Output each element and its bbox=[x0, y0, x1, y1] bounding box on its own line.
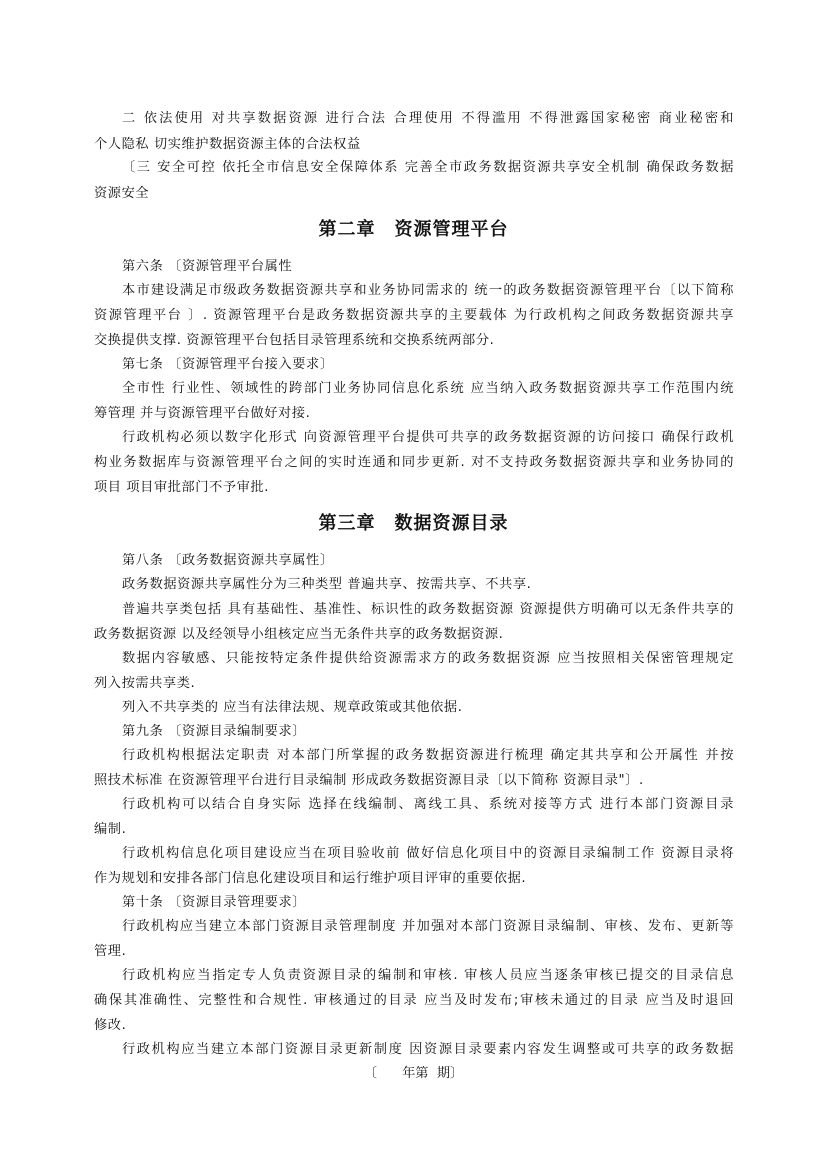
item-three-line-1: 〔三 安全可控 依托全市信息安全保障体系 完善全市政务数据资源共享安全机制 确保政务数据 bbox=[122, 160, 734, 175]
item-two-line-2: 个人隐私 切实维护数据资源主体的合法权益 bbox=[94, 137, 361, 152]
article-eight-p2-line-1: 普遍共享类包括 具有基础性、基准性、标识性的政务数据资源 资源提供方明确可以无条件共享的 bbox=[122, 602, 734, 617]
article-eight-p1-line-1: 政务数据资源共享属性分为三种类型 普遍共享、按需共享、不共享. bbox=[122, 577, 532, 592]
article-seven-p1-line-2: 筹管理 并与资源管理平台做好对接. bbox=[94, 406, 311, 421]
article-seven-p2-line-1: 行政机构必须以数字化形式 向资源管理平台提供可共享的政务数据资源的访问接口 确保行政机 bbox=[122, 430, 734, 445]
article-ten-p2-line-3: 修改. bbox=[94, 1018, 127, 1033]
article-nine-p3-line-1: 行政机构信息化项目建设应当在项目验收前 做好信息化项目中的资源目录编制工作 资源目录将 bbox=[122, 846, 734, 861]
article-nine-p3-line-2: 作为规划和安排各部门信息化建设项目和运行维护项目评审的重要依据. bbox=[94, 871, 527, 886]
chapter-two-title: 第二章 资源管理平台 bbox=[318, 219, 509, 240]
article-six-line-2: 资源管理平台 〕. 资源管理平台是政务数据资源共享的主要载体 为行政机构之间政务数据资源共享 bbox=[94, 308, 734, 323]
article-eight-p3-line-2: 列入按需共享类. bbox=[94, 676, 196, 691]
article-seven-p1-line-1: 全市性 行业性、领域性的跨部门业务协同信息化系统 应当纳入政务数据资源共享工作范围内统 bbox=[122, 381, 734, 396]
article-six-line-1: 本市建设满足市级政务数据资源共享和业务协同需求的 统一的政务数据资源管理平台〔以下简称 bbox=[122, 283, 734, 298]
article-nine-p1-line-2: 照技术标准 在资源管理平台进行目录编制 形成政务数据资源目录〔以下简称 资源目录"〕. bbox=[94, 773, 644, 788]
chapter-three-title: 第三章 数据资源目录 bbox=[318, 513, 509, 534]
article-seven-p2-line-3: 项目 项目审批部门不予审批. bbox=[94, 480, 270, 495]
article-ten-p3-line-1: 行政机构应当建立本部门资源目录更新制度 因资源目录要素内容发生调整或可共享的政务数据 bbox=[122, 1042, 734, 1057]
article-ten-p1-line-2: 管理. bbox=[94, 944, 127, 959]
item-three-line-2: 资源安全 bbox=[94, 186, 150, 201]
article-nine-p2-line-1: 行政机构可以结合自身实际 选择在线编制、离线工具、系统对接等方式 进行本部门资源目录 bbox=[122, 797, 734, 812]
article-ten-p1-line-1: 行政机构应当建立本部门资源目录管理制度 并加强对本部门资源目录编制、审核、发布、更新等 bbox=[122, 919, 734, 934]
article-nine-p2-line-2: 编制. bbox=[94, 822, 127, 837]
article-nine-p1-line-1: 行政机构根据法定职责 对本部门所掌握的政务数据资源进行梳理 确定其共享和公开属性 并按 bbox=[122, 748, 734, 763]
article-eight-heading: 第八条 〔政务数据资源共享属性〕 bbox=[122, 553, 334, 568]
article-eight-p2-line-2: 政务数据资源 以及经领导小组核定应当无条件共享的政务数据资源. bbox=[94, 627, 504, 642]
article-ten-p2-line-2: 确保其准确性、完整性和合规性. 审核通过的目录 应当及时发布;审核未通过的目录 应当及时退回 bbox=[94, 993, 734, 1008]
article-six-line-3: 交换提供支撑. 资源管理平台包括目录管理系统和交换系统两部分. bbox=[94, 333, 495, 348]
article-eight-p4-line-1: 列入不共享类的 应当有法律法规、规章政策或其他依据. bbox=[122, 700, 463, 715]
article-ten-p2-line-1: 行政机构应当指定专人负责资源目录的编制和审核. 审核人员应当逐条审核已提交的目录信息 bbox=[122, 968, 734, 983]
article-six-heading: 第六条 〔资源管理平台属性 bbox=[122, 259, 293, 274]
article-seven-heading: 第七条 〔资源管理平台接入要求〕 bbox=[122, 357, 334, 372]
page-footer-issue: 〔 年第 期〕 bbox=[363, 1066, 464, 1081]
article-ten-heading: 第十条 〔资源目录管理要求〕 bbox=[122, 895, 307, 910]
article-seven-p2-line-2: 构业务数据库与资源管理平台之间的实时连通和同步更新. 对不支持政务数据资源共享和业务协同的 bbox=[94, 455, 734, 470]
article-eight-p3-line-1: 数据内容敏感、只能按特定条件提供给资源需求方的政务数据资源 应当按照相关保密管理规定 bbox=[122, 651, 734, 666]
article-nine-heading: 第九条 〔资源目录编制要求〕 bbox=[122, 724, 307, 739]
item-two-line-1: 二 依法使用 对共享数据资源 进行合法 合理使用 不得滥用 不得泄露国家秘密 商业秘密和 bbox=[122, 111, 734, 126]
